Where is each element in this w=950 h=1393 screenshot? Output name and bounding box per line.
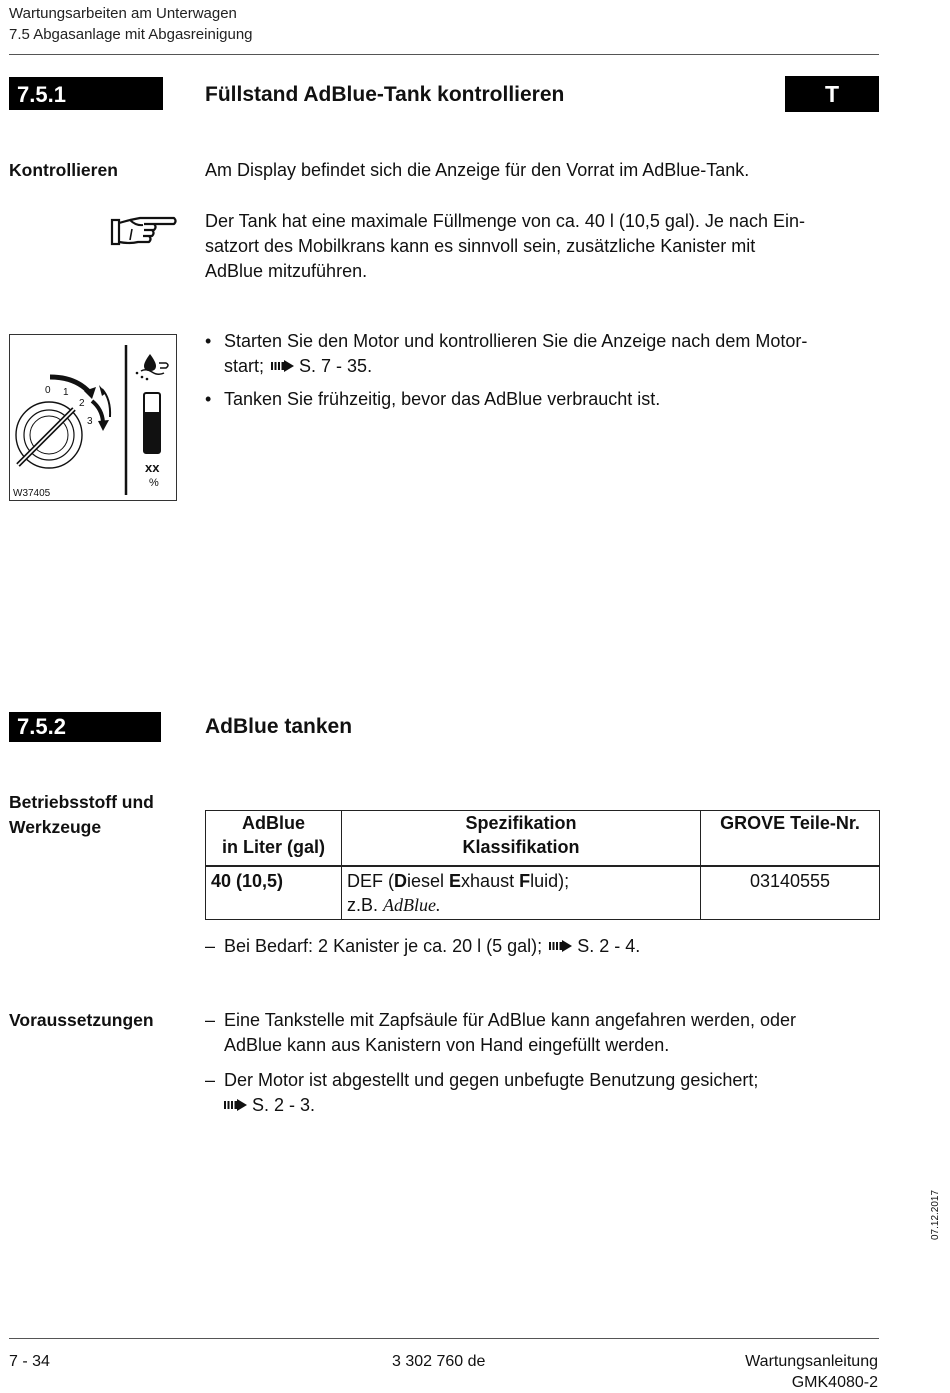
note-line: Der Tank hat eine maximale Füllmenge von ca. 40 l (10,5 gal). Je nach Ein- — [205, 211, 805, 231]
document-number: 3 302 760 de — [392, 1353, 486, 1370]
revision-date: 07.12.2017 — [930, 1189, 941, 1240]
spec-text: xhaust — [461, 870, 520, 891]
target-group-badge — [785, 76, 879, 112]
section-number: 7.5.1 — [17, 82, 66, 107]
note-tank-capacity — [205, 209, 805, 284]
ignition-and-gauge-illustration — [10, 335, 176, 500]
note-line: satzort des Mobilkrans kann es sinnvoll sein, zusätzliche Kanister mit — [205, 236, 756, 256]
spec-initial: D — [394, 870, 407, 891]
pointing-hand-icon — [110, 215, 178, 249]
document-title — [745, 1351, 878, 1393]
figure-id: W37405 — [13, 488, 51, 499]
section-number-box — [9, 77, 163, 110]
side-label-kontrollieren: Kontrollieren — [9, 160, 118, 180]
spec-initial: E — [449, 870, 462, 891]
spec-example: AdBlue. — [383, 894, 441, 915]
running-header-section: 7.5 Abgasanlage mit Abgasreinigung — [9, 26, 253, 43]
table-cell-amount: 40 (10,5) — [206, 866, 342, 920]
list-item — [205, 1068, 895, 1118]
page-number: 7 - 34 — [9, 1353, 50, 1370]
gauge-unit: % — [149, 477, 159, 489]
bullet-text: Starten Sie den Motor und kontrollieren Sie die Anzeige nach dem Motor- — [224, 331, 808, 351]
table-cell-spec — [342, 866, 701, 920]
spec-text: DEF ( — [347, 870, 394, 891]
page-reference-link[interactable]: S. 7 - 35. — [299, 356, 373, 376]
header-line: AdBlue — [242, 813, 305, 833]
header-line: Spezifikation — [465, 813, 577, 833]
prereq-text: Der Motor ist abgestellt und gegen unbefugte Benutzung gesichert; — [224, 1070, 759, 1090]
note-line: AdBlue mitzuführen. — [205, 261, 368, 281]
dash-mark: – — [205, 1070, 216, 1090]
list-item — [205, 934, 895, 959]
side-label-line: Werkzeuge — [9, 817, 102, 837]
spec-text: luid); — [530, 870, 570, 891]
footer-rule — [9, 1338, 879, 1339]
side-label-supplies — [9, 790, 154, 840]
note-text: Bei Bedarf: 2 Kanister je ca. 20 l (5 gal); — [224, 936, 543, 956]
target-group-badge-label: T — [824, 81, 840, 107]
supplies-table — [205, 810, 880, 920]
prereq-text: Eine Tankstelle mit Zapfsäule für AdBlue kann angefahren werden, oder — [224, 1010, 797, 1030]
cross-reference-arrow-icon — [224, 1099, 248, 1111]
running-header-chapter: Wartungsarbeiten am Unterwagen — [9, 5, 237, 22]
spec-text: iesel — [407, 870, 450, 891]
cross-reference-arrow-icon — [549, 940, 573, 952]
section-title: AdBlue tanken — [205, 715, 353, 738]
side-label-line: Betriebsstoff und — [9, 792, 154, 812]
header-line: Klassifikation — [462, 837, 580, 857]
section-title: Füllstand AdBlue-Tank kontrollieren — [205, 83, 565, 106]
prereq-text: AdBlue kann aus Kanistern von Hand eingefüllt werden. — [224, 1035, 670, 1055]
list-item — [205, 1008, 895, 1058]
gauge-value: xx — [145, 460, 160, 475]
section-number: 7.5.2 — [17, 714, 66, 739]
table-header-cell — [342, 811, 701, 866]
list-item: • Tanken Sie frühzeitig, bevor das AdBlue verbraucht ist. — [205, 387, 895, 412]
bullet-text: start; — [224, 356, 265, 376]
document-title-line: GMK4080-2 — [791, 1374, 878, 1391]
document-title-line: Wartungsanleitung — [745, 1353, 878, 1370]
cross-reference-arrow-icon — [271, 360, 295, 372]
key-position-label: 2 — [79, 398, 85, 409]
key-position-label: 3 — [87, 416, 93, 427]
list-item: • Starten Sie den Motor und kontrollieren Sie die Anzeige nach dem Motor- start; S. 7 - 35. — [205, 329, 895, 379]
bullet-text: Tanken Sie frühzeitig, bevor das AdBlue verbraucht ist. — [224, 389, 661, 409]
key-position-label: 0 — [45, 385, 51, 396]
header-line: GROVE Teile-Nr. — [720, 813, 860, 833]
header-line: in Liter (gal) — [222, 837, 325, 857]
spec-text: z.B. — [347, 894, 384, 915]
figure-adblue-display — [9, 334, 177, 501]
table-row — [206, 866, 880, 920]
page-reference-link[interactable]: S. 2 - 4. — [577, 936, 641, 956]
dash-mark: – — [205, 1010, 216, 1030]
side-label-prerequisites: Voraussetzungen — [9, 1010, 154, 1030]
paragraph-display-info: Am Display befindet sich die Anzeige für den Vorrat im AdBlue-Tank. — [205, 160, 750, 180]
header-rule — [9, 54, 879, 55]
key-position-label: 1 — [63, 387, 69, 398]
spec-initial: F — [519, 870, 531, 891]
dash-mark: – — [205, 936, 216, 956]
page-reference-link[interactable]: S. 2 - 3. — [252, 1095, 316, 1115]
table-header-cell — [206, 811, 342, 866]
section-number-box — [9, 712, 161, 742]
table-cell-part-number: 03140555 — [701, 866, 880, 920]
table-header-cell — [701, 811, 880, 866]
